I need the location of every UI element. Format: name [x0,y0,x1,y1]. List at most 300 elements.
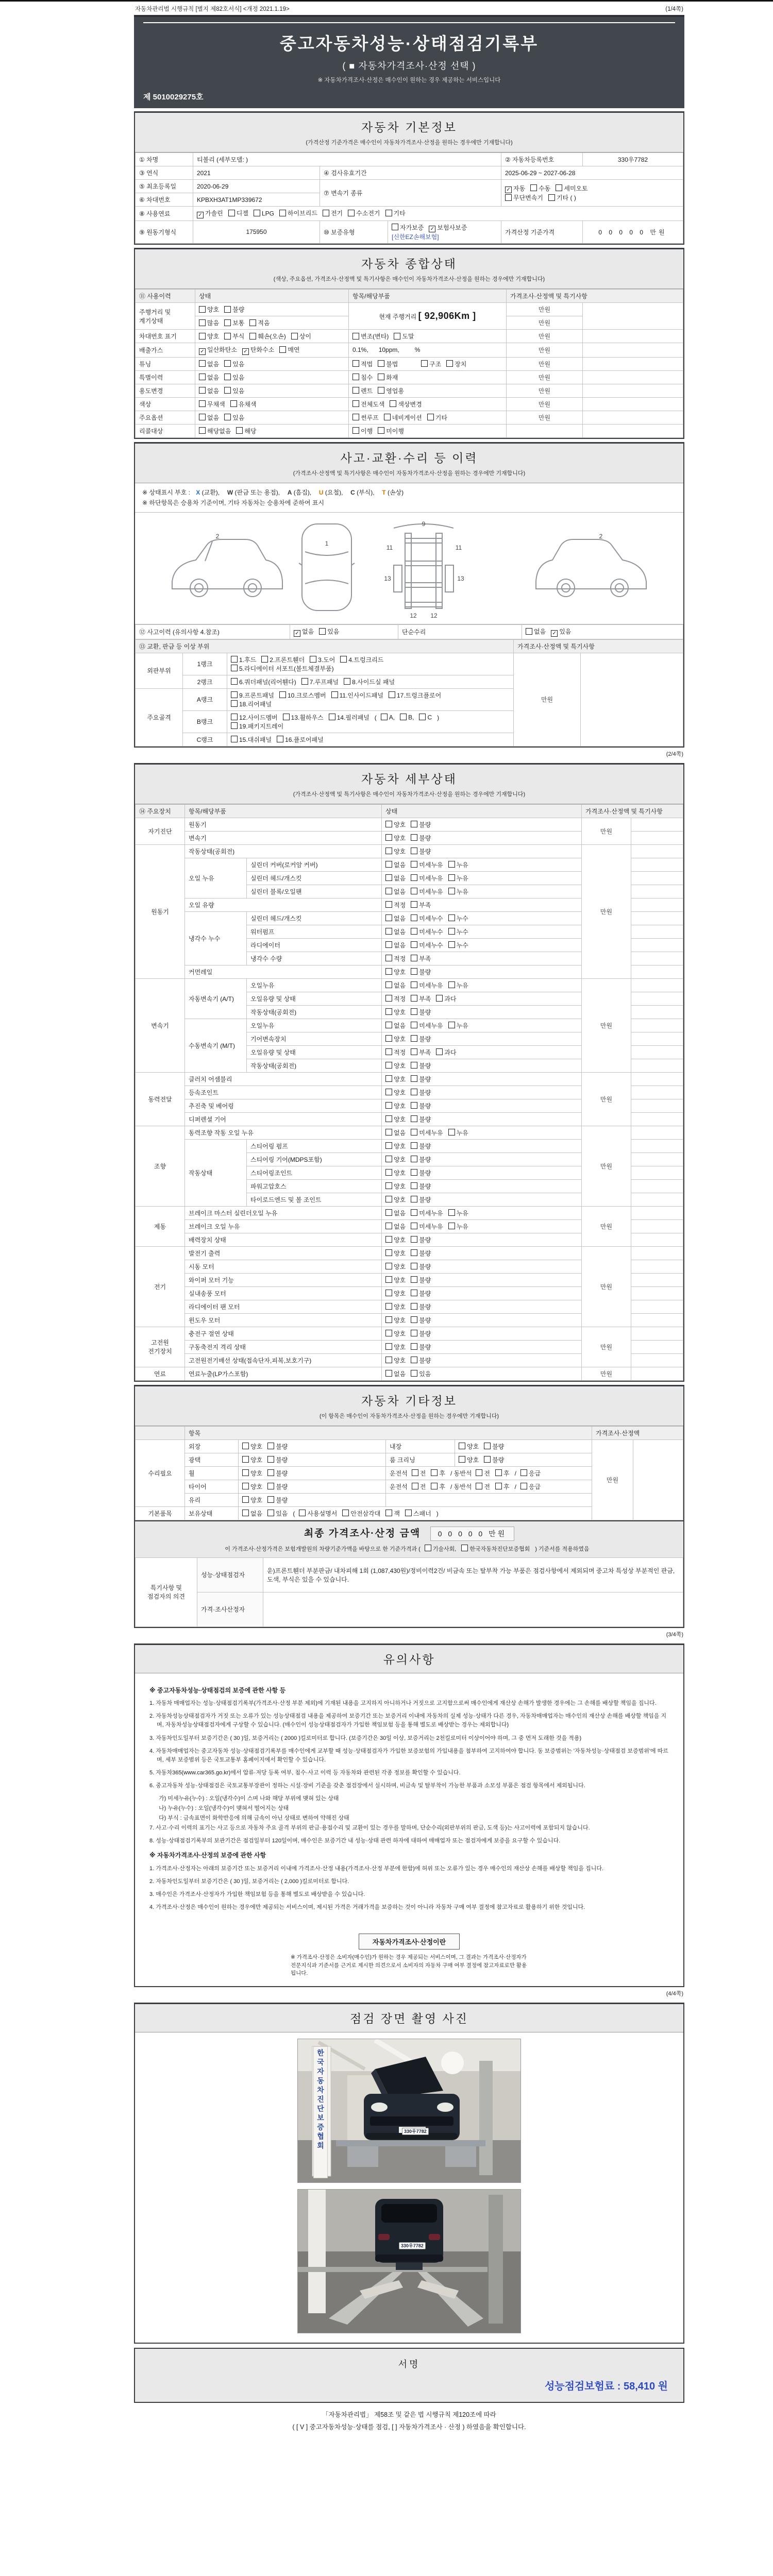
state-options [382,1005,582,1019]
overall-title: 자동차 종합상태 [361,257,457,270]
check-option [224,332,244,341]
state-options [382,911,582,925]
checkbox [385,1048,392,1055]
check-label: 양호 [394,1357,406,1364]
check-option [344,677,395,686]
check-label: 해당 [244,427,257,435]
check-label: 11.인사이드패널 [339,691,383,699]
checkbox [385,1142,392,1149]
check-option [411,847,431,856]
checkbox [385,1035,392,1042]
check-label: 도말 [402,333,414,340]
check-option [294,627,314,637]
car-name-value: 티볼리 (세부모델: ) [193,153,501,166]
checkbox [526,628,532,635]
use-history-label: 배출가스 [136,343,195,358]
state-options [195,330,349,343]
check-option [411,1182,431,1191]
checkbox [385,1510,392,1516]
photos-title: 점검 장면 촬영 사진 [350,2012,468,2026]
check-option [267,1496,288,1504]
checkbox [556,184,562,191]
check-label: 없음 [394,941,406,949]
check-option [385,1182,406,1191]
checkbox [411,1330,417,1336]
check-option [459,1442,479,1451]
checkbox [199,319,206,326]
text [403,361,417,368]
check-label: 12.사이드멤버 [239,714,278,721]
section-detail-state [134,763,684,1382]
notice-item: 2. 자동차인도일부터 보증기간은 ( 30 )일, 보증거리는 ( 2,000 )킬로미터로 합니다. [149,1878,349,1885]
wheel-options [239,1466,386,1480]
check-label: 장치 [455,360,467,368]
note-cell [631,911,683,925]
checkbox [267,1483,274,1489]
check-label: 없음 [394,1209,406,1217]
checkbox [236,427,243,434]
checkbox [411,1182,417,1189]
check-label: 있음 [559,628,572,636]
check-label: 누수 [456,941,468,949]
notice-item: 4. 자동차매매업자는 중고자동차 성능·상태점검기록부를 매수인에게 교부할 때 성능·상태점검자가 가입한 보증보험의 가입내용을 첨부하여 고지하여야 합니다. 동 보증범위는 '자동차성능·상태점검 보증범위'에 따르며, 세부 보증범위 등은 국토교통부 홈페이지에서 확인할 수 있습니다. [149,1748,668,1763]
regulation-note: 자동차관리법 시행규칙 [별지 제82호서식] <개정 2021.1.19> [135,6,290,12]
check-option [448,1209,468,1217]
note-cell [631,1005,683,1019]
checkbox [385,1343,392,1350]
checkbox [389,691,395,698]
check-label: 양호 [394,1196,406,1204]
check-option [378,427,404,435]
check-option [231,664,334,673]
section-basic-info [134,111,684,245]
item-options [455,1439,592,1453]
checkbox [224,319,231,326]
check-option [385,1302,406,1311]
check-option [283,713,324,722]
check-label: 변조(변타) [361,333,389,340]
check-option [526,627,546,636]
check-label: 훼손(오손) [258,333,286,340]
check-option [242,1509,262,1518]
final-price-note [135,1545,683,1553]
checkbox [342,1510,349,1516]
col-price: 가격조사·산정액 및 특기사항 [582,804,683,818]
checkbox [224,387,231,394]
check-label: 색상변경 [398,400,422,408]
check-label: 6.쿼더패널(리어휀다) [239,678,296,686]
check-label: 양호 [394,1115,406,1123]
basic-info-note: (가격산정 기준가격은 매수인이 자동차가격조사·산정을 원하는 경우에만 기재합니다) [306,140,513,146]
checkbox [331,691,338,698]
check-label: 전 [419,1483,426,1490]
checkbox [385,914,392,921]
check-option [411,1075,431,1083]
check-label: 16.플로어패널 [285,736,324,743]
check-label: 적정 [394,901,406,909]
item-label: 내장 [386,1439,455,1453]
checkbox [261,656,268,663]
checkbox [484,1456,491,1463]
legend-desc: (손상) [385,488,404,496]
checkbox [224,306,231,313]
warranty-insurer: [신한EZ손해보험] [392,233,439,241]
part-label: 와이퍼 모터 기능 [185,1273,382,1286]
first-reg-label: ⑤ 최초등록일 [136,180,193,193]
check-label: 19.패키지트레이 [239,722,284,730]
check-label: 영업용 [386,387,404,395]
checkbox [310,656,316,663]
check-label: 양호 [394,1303,406,1311]
state-options [382,871,582,885]
check-label: 양호 [394,834,406,842]
check-option [385,1316,406,1325]
item-label: 외장 [185,1439,239,1453]
check-option [548,193,576,202]
checkbox [378,360,384,367]
check-label: 미이행 [386,427,404,435]
checkbox [411,981,417,988]
check-label: 전기 [330,210,343,217]
item-label: 룸 크리닝 [386,1453,455,1466]
check-label: 누수 [456,914,468,922]
check-option [228,209,248,217]
diagram-label-wheel-house-right: 13 [457,575,464,583]
check-label: 누유 [456,1223,468,1230]
checkbox [385,901,392,908]
check-label: 부족 [419,1048,431,1056]
check-label: 없음 [207,374,220,381]
check-label: 불량 [419,834,431,842]
check-option [448,1222,468,1231]
checkbox [267,1443,274,1449]
checkbox [385,968,392,975]
check-label: 양호 [250,1443,263,1450]
text: 이 가격조사·산정가격은 보험개발원의 차량기준가액을 바탕으로 한 기준가격과 ( [225,1546,421,1552]
check-label: 안전삼각대 [350,1510,381,1517]
checkbox [378,427,384,434]
check-option [411,1115,431,1124]
subgroup-label: 자동변속기 (A/T) [185,978,247,1019]
check-option [224,360,244,368]
check-option [411,887,443,896]
checkbox [411,1249,417,1256]
check-label: A, [389,714,395,721]
notice-subitem: 가) 미세누유(누수) : 오일(냉각수)이 스며 나와 해당 부위에 맺혀 있는 상태 [159,1795,339,1802]
text: / [514,1469,516,1477]
base-price-value: 0 0 0 0 0 만원 [583,221,683,244]
check-label: 미세누유 [419,888,443,895]
check-option [520,1482,541,1491]
check-label: 미세누유 [419,1223,443,1230]
subgroup-label: 오일 누유 [185,858,247,898]
blank-cell [386,1493,592,1506]
price-cell: 만원 [507,411,583,424]
check-option [242,1455,262,1464]
checkbox [385,1303,392,1310]
check-label: 네비게이션 [392,414,422,421]
check-option [476,1482,490,1491]
check-option [242,1469,262,1478]
check-option [242,1482,262,1491]
checkbox [448,1223,455,1229]
check-label: 응급 [528,1469,541,1477]
check-option [385,1168,406,1177]
check-label: 미세누유 [419,874,443,882]
check-option [448,1021,468,1030]
opinion-section-label: 특기사항 및 점검자의 의견 [136,1557,197,1626]
check-label: 양호 [394,1343,406,1351]
checkbox [299,1510,306,1516]
checkbox [411,1022,417,1028]
check-label: 부족 [419,901,431,909]
check-option [411,820,431,829]
check-option [411,1369,431,1378]
detail-header [135,765,683,804]
checkbox [411,1290,417,1296]
document-subnote: ※ 자동차가격조사·산정은 매수인이 원하는 경우 제공하는 서비스입니다 [317,77,501,83]
checkbox [505,194,512,201]
check-option [385,1276,406,1284]
checkbox [385,1236,392,1243]
check-label: 양호 [207,333,220,340]
note-cell [631,1300,683,1313]
checkbox [400,714,407,720]
mileage-label: 주행거리 및 계기상태 [136,303,195,330]
vin-value: KPBXH3AT1MP339672 [193,193,320,207]
checkbox [352,374,359,380]
text: ( [374,714,377,721]
rank-label: 1랭크 [183,653,227,675]
footer-law-line: 「자동차관리법」 제58조 및 같은 법 시행규칙 제120조에 따라 [322,2411,496,2419]
checkbox [231,700,238,707]
tire-position-options [386,1480,592,1493]
check-label: 불량 [419,1249,431,1257]
price-cell: 만원 [582,1246,631,1327]
notice-item: 7. 사고·수리 이력의 표기는 사고 등으로 자동차 주요 골격 부위의 판금·용접수리 및 교환이 있는 경우를 말하며, 단순수리(외판부위의 판금, 도색 등)는 사고이력에 포함되지 않습니다. [149,1824,590,1831]
checkbox [411,1008,417,1015]
note-cell [583,330,683,343]
notice-item: 1. 가격조사·산정자는 아래의 보증기간 또는 보증거리 이내에 가격조사·산정 내용(가격조사·산정 부분에 한함)에 허위 또는 오류가 있는 경우 매수인의 재산상 손해를 배상할 책임을 집니다. [149,1865,604,1872]
price-cell: 만원 [507,303,583,316]
state-options [382,831,582,844]
state-options [382,1300,582,1313]
fuel-options [193,207,683,221]
text: ( [293,1510,295,1517]
use-history-label: 차대번호 표기 [136,330,195,343]
checkbox [411,1048,417,1055]
check-label: 불량 [419,1316,431,1324]
check-option [199,413,219,422]
checkbox [352,414,359,420]
check-label: 불량 [419,1303,431,1311]
use-history-label: 특별이력 [136,370,195,384]
check-label: 하이브리드 [287,210,317,217]
check-label: 누수 [456,928,468,936]
note-cell [631,898,683,911]
item-options [349,370,507,384]
checkbox [448,874,455,881]
check-option [461,1545,530,1553]
legend-symbol: U [318,488,324,496]
check-label: 있음 [276,1510,288,1517]
check-label: 가솔린 [205,210,223,217]
check-option [385,1061,406,1070]
checkbox [411,968,417,975]
price-cell: 만원 [507,384,583,397]
check-option [551,627,571,637]
inspection-photo-rear [297,2189,521,2333]
basic-info-header [135,113,683,152]
check-option [484,1442,504,1451]
tire-label: 타이어 [185,1480,239,1493]
part-label: 동력조향 작동 오일 누유 [185,1126,382,1139]
basic-info-title: 자동차 기본정보 [361,121,457,134]
state-options [195,384,349,397]
checkbox [411,848,417,854]
exterior-panel-label: 외판부위 [136,653,183,688]
state-options [382,1340,582,1353]
check-label: 불량 [419,1330,431,1337]
note-cell [631,1340,683,1353]
check-label: 자가보증 [400,224,424,231]
checkbox [385,1156,392,1162]
state-options [382,898,582,911]
check-option [224,373,244,382]
state-options [382,978,582,992]
valid-period-value: 2025-06-29 ~ 2027-06-28 [501,166,683,180]
check-option [329,713,369,722]
misc-title: 자동차 기타정보 [361,1394,457,1408]
checkbox [411,1142,417,1149]
check-option [476,1469,490,1478]
part-label: 오일누유 [247,978,382,992]
note-cell [631,952,683,965]
checkbox [224,333,231,340]
notice-item: 3. 자동차인도일부터 보증기간은 ( 30 )일, 보증거리는 ( 2000 )킬로미터로 합니다. (보증기간은 30일 이상, 보증거리는 2천킬로미터 이상이어야 하며, 그 중 먼저 도래한 것을 적용) [149,1735,582,1741]
note-cell [631,1153,683,1166]
checkbox [385,1249,392,1256]
checkbox [249,333,256,340]
check-option [299,1509,337,1518]
accident-header [135,444,683,483]
fuel-label: ⑧ 사용연료 [136,207,193,221]
check-label: 양호 [250,1483,263,1490]
check-label: 불량 [232,306,245,313]
accident-title: 사고·교환·수리 등 이력 [340,451,478,465]
check-label: 없음 [207,387,220,395]
checkbox [411,928,417,935]
state-options [382,1367,582,1380]
state-options [382,1179,582,1193]
note-cell [631,1353,683,1367]
photo-banner-text: 한국자동차진단보증협회 [313,2046,328,2178]
check-label: 미세누수 [419,928,443,936]
check-option [411,901,431,909]
checkbox [199,360,206,367]
checkbox [411,1156,417,1162]
check-label: 있음 [232,360,245,368]
notice-title: 유의사항 [383,1652,435,1666]
exchange-price-header: 가격조사·산정액 및 특기사항 [514,639,683,653]
check-option [385,1343,406,1351]
check-label: 불량 [419,1263,431,1270]
checkbox [411,1357,417,1363]
state-options [382,1072,582,1086]
rank-items [227,675,514,688]
col-state: 상태 [195,290,349,303]
check-label: 양호 [394,1316,406,1324]
check-label: 없음 [534,628,546,636]
checkbox [283,714,290,720]
detail-state-table [135,804,683,1381]
check-label: 불량 [419,1035,431,1043]
note-cell [631,978,683,992]
price-cell: 만원 [507,330,583,343]
state-options [382,1139,582,1153]
warranty-options [388,221,501,244]
check-option [342,1509,380,1518]
accident-history-options [290,625,398,639]
check-option [400,714,414,721]
legend-symbol: C [350,488,355,496]
check-label: 양호 [394,1035,406,1043]
check-label: 미세누유 [419,861,443,869]
check-label: 썬루프 [361,414,379,421]
check-label: 후 [503,1469,510,1477]
check-option [231,722,283,731]
final-price-label: 최종 가격조사·산정 금액 [304,1528,421,1539]
text: ) 기준서를 적용하였음 [535,1546,590,1552]
check-option [224,386,244,395]
check-option [427,413,447,422]
note-cell [631,1139,683,1153]
rank-label: 2랭크 [183,675,227,688]
state-options [382,1246,582,1260]
part-label: 실린더 헤드/개스킷 [247,871,382,885]
note-cell [631,965,683,978]
rank-items [227,733,514,746]
checkbox [242,1443,249,1449]
checkbox [436,1048,443,1055]
check-label: 적정 [394,955,406,962]
diagram-label-inside-panel-right: 11 [455,544,462,552]
check-label: 불량 [419,1290,431,1297]
check-label: 자동 [513,184,526,192]
checkbox [385,1276,392,1283]
checkbox [520,1483,527,1489]
state-options [382,1206,582,1219]
check-label: 없음 [394,888,406,895]
check-option [411,1142,431,1150]
checkbox [446,360,453,367]
checkbox [411,874,417,881]
check-label: 기타 ( ) [556,194,576,202]
document-header [134,15,684,108]
check-label: 양호 [394,1263,406,1270]
check-option [385,1008,406,1016]
note-cell [631,831,683,844]
check-label: 화재 [386,374,398,381]
note-cell [631,1246,683,1260]
part-label: 오일유량 및 상태 [247,1045,382,1059]
item-options [349,330,507,343]
header-divider [143,22,675,23]
check-option [277,735,324,744]
state-options [382,1353,582,1367]
check-label: 불량 [419,1343,431,1351]
check-option [385,820,406,829]
